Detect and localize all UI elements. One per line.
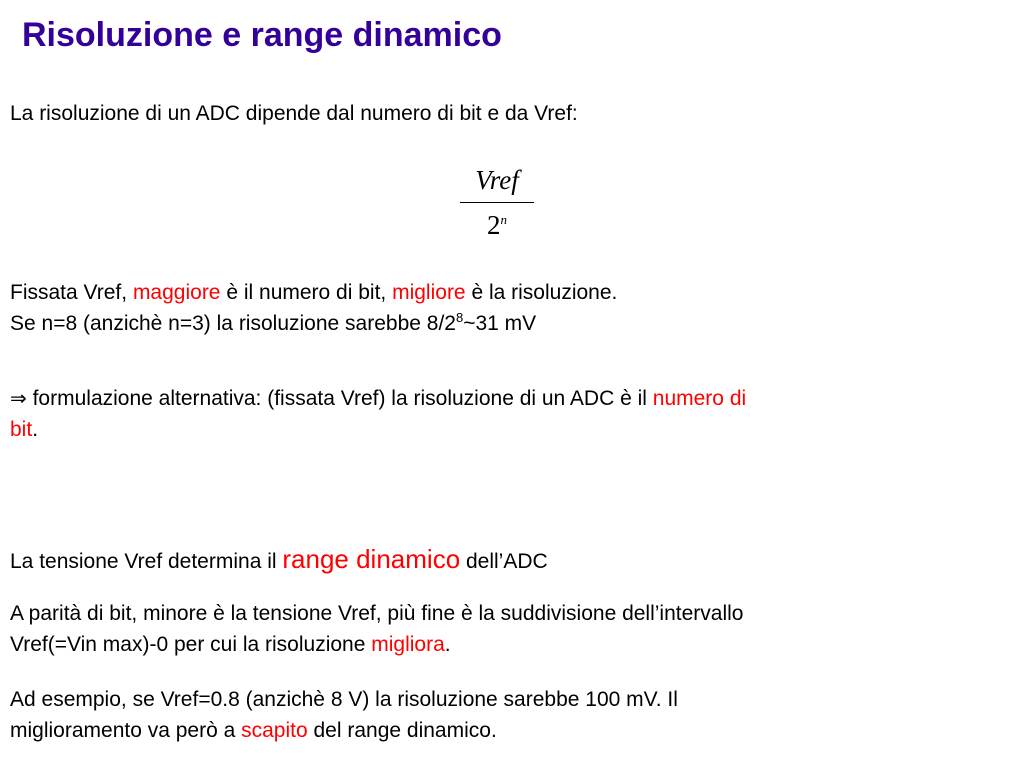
paragraph-line: A parità di bit, minore è la tensione Vref, più fine è la suddivisione dell’intervallo (10, 602, 744, 625)
text-run: Vref(=Vin max)-0 per cui la risoluzione (10, 633, 372, 656)
resolution-formula (460, 160, 534, 243)
intro-text: La risoluzione di un ADC dipende dal numero di bit e da Vref: (10, 102, 578, 125)
exponent: 8 (455, 310, 464, 325)
text-run: miglioramento va però a (10, 719, 242, 742)
paragraph-alternative (10, 383, 746, 445)
paragraph-line (10, 414, 746, 445)
denominator-base: 2 (487, 210, 501, 240)
highlight-migliora: migliora (371, 633, 445, 656)
highlight-scapito: scapito (241, 719, 308, 742)
paragraph-example (10, 684, 678, 746)
highlight-bit: bit (10, 418, 33, 441)
text-run: La tensione Vref determina il (10, 550, 283, 573)
paragraph-line (10, 715, 678, 746)
formula-denominator (460, 207, 534, 243)
text-run: . (32, 418, 39, 441)
text-run: del range dinamico. (307, 719, 497, 742)
denominator-exponent: n (500, 212, 507, 227)
highlight-numero-di-bit: numero di (652, 387, 747, 410)
slide-title: Risoluzione e range dinamico (22, 16, 502, 54)
text-run: formulazione alternativa: (fissata Vref) la risoluzione di un ADC è il (26, 387, 653, 410)
text-run: dell’ADC (460, 550, 548, 573)
highlight-range-dinamico: range dinamico (282, 544, 461, 574)
paragraph-same-bits (10, 598, 743, 660)
formula-numerator: Vref (475, 165, 519, 195)
paragraph-dynamic-range (10, 544, 548, 577)
rightwards-double-arrow-icon: ⇒ (10, 386, 27, 410)
text-run: Fissata Vref, (10, 281, 133, 304)
paragraph-line (10, 308, 617, 339)
text-run: è la risoluzione. (465, 281, 618, 304)
paragraph-line: Ad esempio, se Vref=0.8 (anzichè 8 V) la risoluzione sarebbe 100 mV. Il (10, 688, 678, 711)
text-run: è il numero di bit, (220, 281, 393, 304)
text-run: ~31 mV (463, 312, 537, 335)
highlight-maggiore: maggiore (132, 281, 221, 304)
paragraph-line (10, 383, 746, 414)
text-run: . (444, 633, 451, 656)
fraction-bar (460, 202, 534, 203)
paragraph-fixed-vref (10, 277, 617, 339)
text-run: Se n=8 (anzichè n=3) la risoluzione sarebbe 8/2 (10, 312, 456, 335)
highlight-migliore: migliore (392, 281, 466, 304)
paragraph-line (10, 277, 617, 308)
paragraph-line (10, 629, 743, 660)
